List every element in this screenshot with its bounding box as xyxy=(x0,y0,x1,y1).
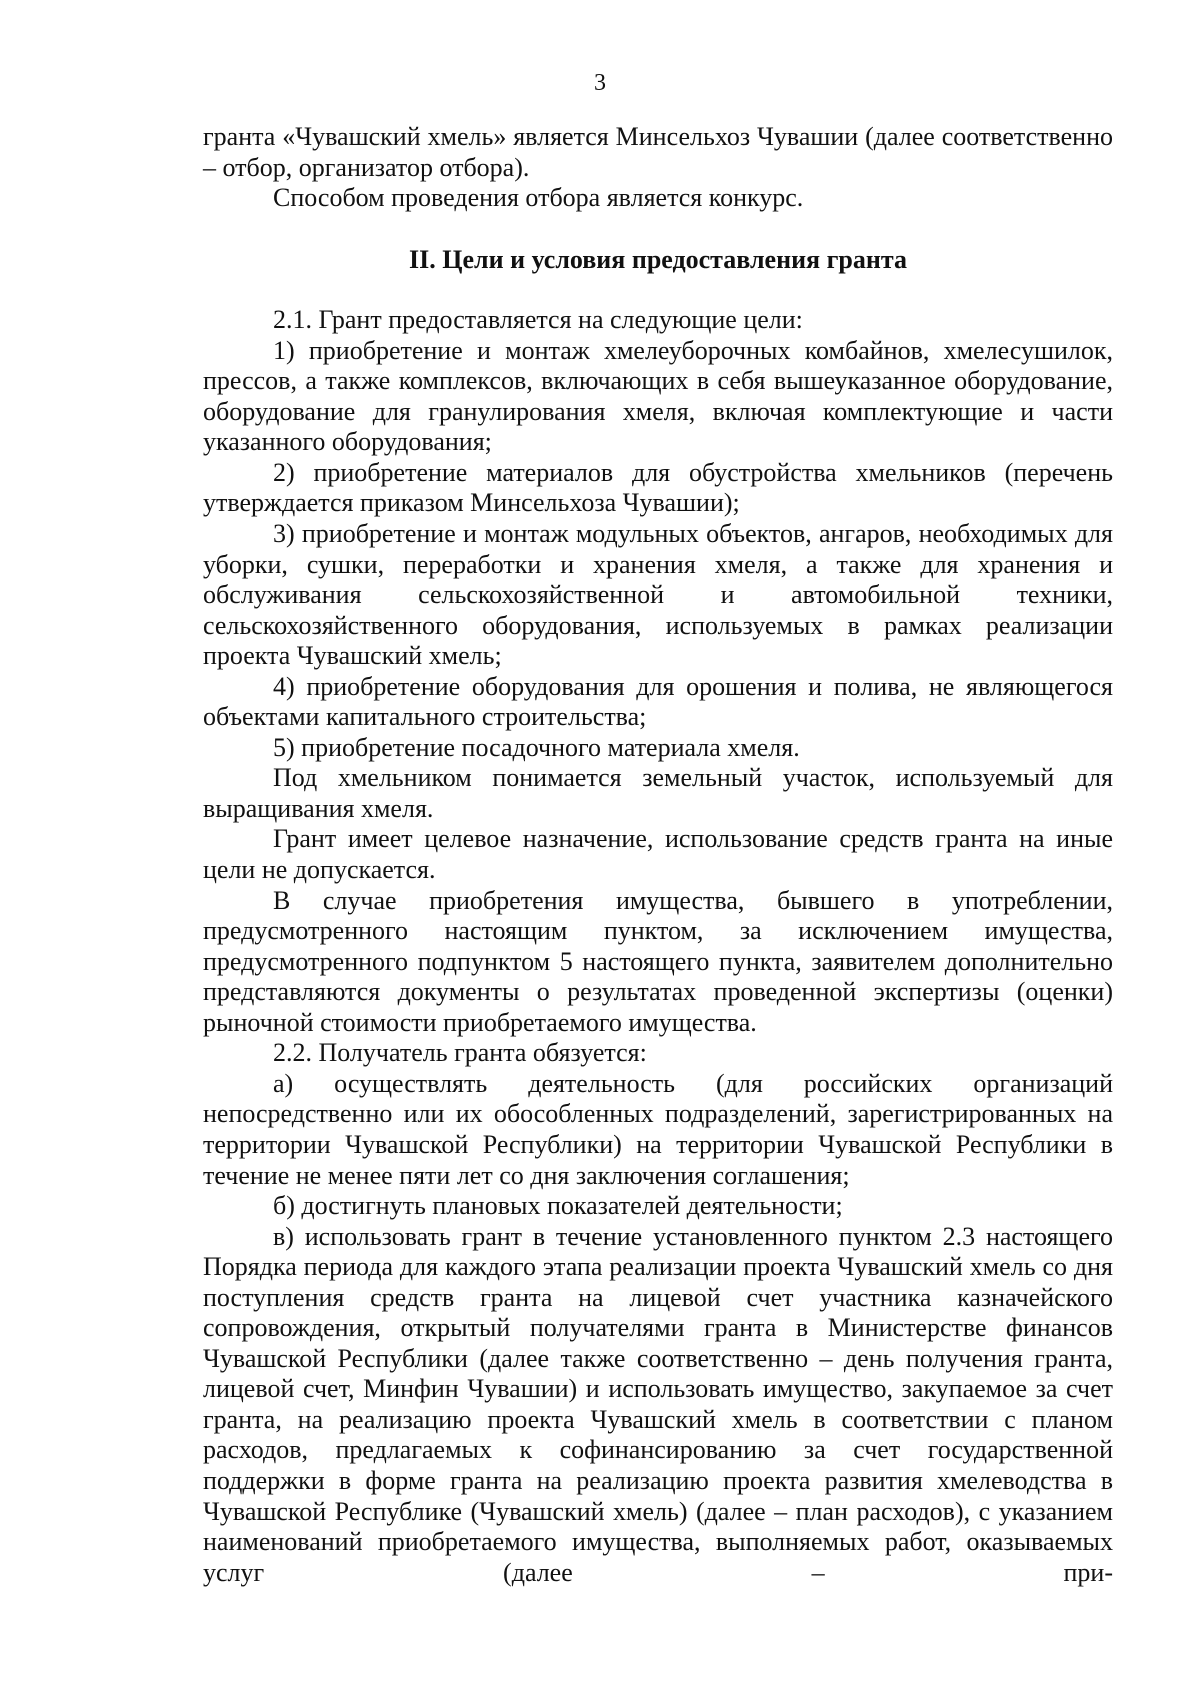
page-number: 3 xyxy=(594,70,606,96)
paragraph-2-1: 2.1. Грант предоставляется на следующие цели: xyxy=(273,305,803,335)
obligation-b: б) достигнуть плановых показателей деятельности; xyxy=(273,1191,843,1221)
list-item-2: 2) приобретение материалов для обустройства хмельников (перечень утверждается приказом Минсельхоза Чувашии); xyxy=(203,457,1113,518)
section-title: II. Цели и условия предоставления гранта xyxy=(409,244,907,274)
intro-paragraph-2: Способом проведения отбора является конкурс. xyxy=(273,183,804,213)
list-item-1: 1) приобретение и монтаж хмелеуборочных комбайнов, хмелесушилок, прессов, а также комплексов, включающих в себя вышеуказанное оборудование, оборудование для гранулирования хмеля, включая комплектующие и части указанного оборудования; xyxy=(203,335,1113,457)
list-item-3: 3) приобретение и монтаж модульных объектов, ангаров, необходимых для уборки, сушки, переработки и хранения хмеля, а также для хранения и обслуживания сельскохозяйственной и автомобильной техники, сельскохозяйственного оборудования, используемых в рамках реализации проекта Чувашский хмель; xyxy=(203,519,1113,671)
intro-paragraph-1: гранта «Чувашский хмель» является Минсельхоз Чувашии (далее соответственно – отбор, организатор отбора). xyxy=(203,122,1113,182)
list-item-5: 5) приобретение посадочного материала хмеля. xyxy=(273,732,800,762)
paragraph-target-purpose: Грант имеет целевое назначение, использование средств гранта на иные цели не допускается. xyxy=(203,824,1113,885)
obligation-a: а) осуществлять деятельность (для российских организаций непосредственно или их обособленных подразделений, зарегистрированных на территории Чувашской Республики) на территории Чувашской Республики в течение не менее пяти лет со дня заключения соглашения; xyxy=(203,1068,1113,1190)
paragraph-2-2: 2.2. Получатель гранта обязуется: xyxy=(273,1038,647,1068)
document-body xyxy=(203,122,1113,1588)
list-item-4: 4) приобретение оборудования для орошения и полива, не являющегося объектами капитального строительства; xyxy=(203,671,1113,732)
paragraph-used-property: В случае приобретения имущества, бывшего в употреблении, предусмотренного настоящим пунктом, за исключением имущества, предусмотренного подпунктом 5 настоящего пункта, заявителем дополнительно представляются документы о результатах проведенной экспертизы (оценки) рыночной стоимости приобретаемого имущества. xyxy=(203,885,1113,1037)
paragraph-hop-field-definition: Под хмельником понимается земельный участок, используемый для выращивания хмеля. xyxy=(203,763,1113,823)
obligation-v: в) использовать грант в течение установленного пунктом 2.3 настоящего Порядка периода для каждого этапа реализации проекта Чувашский хмель со дня поступления средств гранта на лицевой счет участника казначейского сопровождения, открытый получателями гранта в Министерстве финансов Чувашской Республики (далее также соответственно – день получения гранта, лицевой счет, Минфин Чувашии) и использовать имущество, закупаемое за счет гранта, на реализацию проекта Чувашский хмель в соответствии с планом расходов, предлагаемых к софинансированию за счет государственной поддержки в форме гранта на реализацию проекта развития хмелеводства в Чувашской Республике (Чувашский хмель) (далее – план расходов), с указанием наименований приобретаемого имущества, выполняемых работ, оказываемых услуг (далее – при- xyxy=(203,1221,1113,1587)
